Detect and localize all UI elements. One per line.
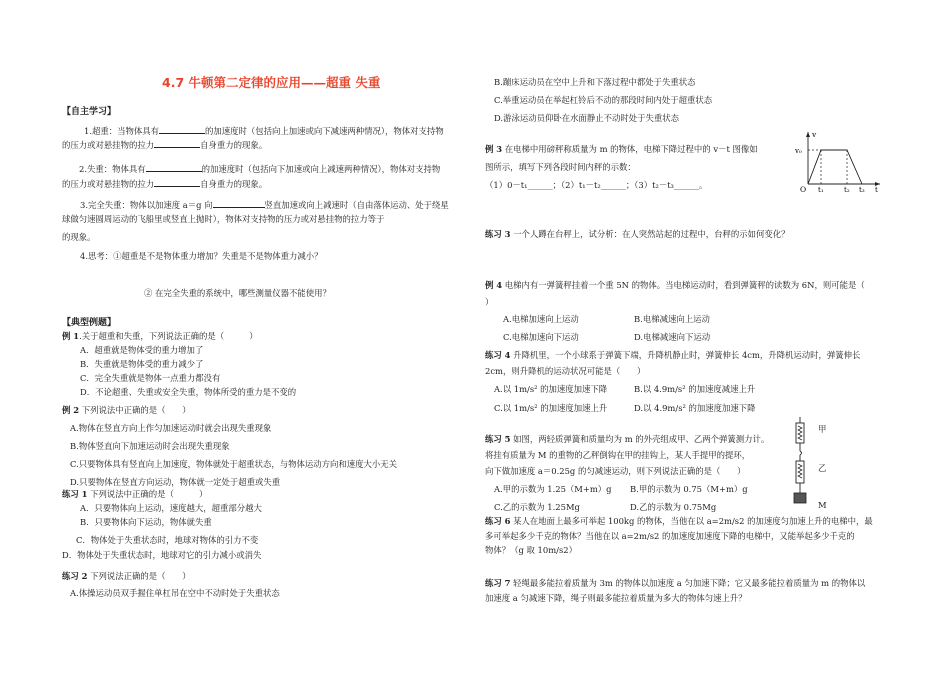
self-study-p3-line1: 3.完全失重：物体以加速度 a＝g 向 竖直加速或向上减速时（自由落体运动、处于绕星 xyxy=(80,200,449,210)
spring-scales-figure xyxy=(788,415,838,515)
graph-label-t3: t₃ xyxy=(859,186,865,194)
example-4-option-c[interactable]: C.电梯加速向下运动 xyxy=(503,332,579,342)
self-study-p3-line2: 球做匀速圆周运动的飞船里或竖直上抛时），物体对支持物的压力或对悬挂物的拉力等于 xyxy=(62,214,385,224)
self-study-p4: 4.思考：①超重是不是物体重力增加？失重是不是物体重力减小？ xyxy=(80,251,323,261)
blank-1[interactable] xyxy=(159,125,205,134)
practice-5-option-a[interactable]: A.甲的示数为 1.25（M+m）g xyxy=(494,484,612,494)
scale-yi-spring xyxy=(798,464,802,478)
practice-7-line2: 加速度 a 匀减速下降，绳子则最多能拉着质量为多大的物体匀速上升？ xyxy=(485,593,747,603)
example-4-option-b[interactable]: B.电梯减速向上运动 xyxy=(634,314,710,324)
examples-heading: 【典型例题】 xyxy=(62,318,117,328)
figure-label-jia: 甲 xyxy=(818,424,827,434)
practice-4-option-d[interactable]: D.以 4.9m/s² 的加速度加速下降 xyxy=(634,403,756,413)
practice-5-line3: 向下做加速度 a＝0.25g 的匀减速运动，则下列说法正确的是（ ） xyxy=(485,466,746,476)
practice-2-option-b[interactable]: B.蹦床运动员在空中上升和下落过程中都处于失重状态 xyxy=(494,77,696,87)
example-1-option-d[interactable]: D．不论超重、失重或安全失重，物体所受的重力是不变的 xyxy=(80,387,297,397)
self-study-heading: 【自主学习】 xyxy=(62,107,117,117)
practice-1-option-a[interactable]: A．只要物体向上运动，速度越大，超重部分越大 xyxy=(80,503,262,513)
example-4-option-d[interactable]: D.电梯减速向下运动 xyxy=(634,332,711,342)
example-1-option-a[interactable]: A．超重就是物体受的重力增加了 xyxy=(80,345,204,355)
blank-3[interactable] xyxy=(146,163,202,172)
velocity-curve xyxy=(808,150,862,184)
example-4-line1: 例 4 电梯内有一弹簧秤挂着一个重 5N 的物体。当电梯运动时，看到弹簧秤的读数为 6N，则可能是（ xyxy=(485,280,865,290)
weight-block xyxy=(794,493,806,503)
scale-yi-case xyxy=(796,461,804,483)
self-study-p2-line1: 2.失重：物体具有 的加速度时（包括向下加速或向上减速两种情况），物体对支持物 xyxy=(79,164,441,174)
example-2-option-d[interactable]: D.只要物体在竖直方向运动，物体就一定处于超重或失重 xyxy=(70,477,281,487)
graph-label-t1: t₁ xyxy=(818,186,824,194)
graph-label-v: v xyxy=(812,130,817,139)
practice-5-option-d[interactable]: D.乙的示数为 0.75Mg xyxy=(630,502,717,512)
practice-6-line1: 练习 6 某人在地面上最多可举起 100kg 的物体，当他在以 a=2m/s2 的加速度匀加速上升的电梯中，最 xyxy=(485,516,873,526)
graph-label-t: t xyxy=(875,186,878,194)
practice-2-option-d[interactable]: D.游泳运动员仰卧在水面静止不动时处于失重状态 xyxy=(494,113,679,123)
practice-6-line3: 物体？（g 取 10m/s2） xyxy=(485,545,577,555)
scale-jia-spring xyxy=(798,426,802,440)
practice-4-line2: 2cm，则升降机的运动状况可能是（ ） xyxy=(485,366,646,376)
practice-4-line1: 练习 4 升降机里，一个小球系于弹簧下端，升降机静止时，弹簧伸长 4cm，升降机运动时，弹簧伸长 xyxy=(485,350,861,360)
practice-2-question: 练习 2 下列说法正确的是（ ） xyxy=(62,571,191,581)
practice-2-option-a[interactable]: A.体操运动员双手握住单杠吊在空中不动时处于失重状态 xyxy=(70,588,280,598)
figure-label-m: M xyxy=(818,500,827,510)
v-axis-arrow-icon xyxy=(806,132,810,137)
blank-5[interactable] xyxy=(213,199,265,208)
practice-4-option-a[interactable]: A.以 1m/s² 的加速度加速下降 xyxy=(494,384,608,394)
example-4-option-a[interactable]: A.电梯加速向上运动 xyxy=(503,314,579,324)
blank-4[interactable] xyxy=(154,178,200,187)
graph-label-t2: t₂ xyxy=(844,186,850,194)
practice-5-option-b[interactable]: B.甲的示数为 0.75（M+m）g xyxy=(630,484,748,494)
page-title: 4.7 牛顿第二定律的应用——超重 失重 xyxy=(162,75,381,90)
self-study-p2-line2: 的压力或对悬挂物的拉力 自身重力的现象。 xyxy=(62,179,268,189)
example-4-line2: ） xyxy=(485,297,494,307)
example-3-line2: 图所示，填写下列各段时间内秤的示数： xyxy=(485,162,636,172)
example-2-question: 例 2 下列说法中正确的是（ ） xyxy=(62,405,191,415)
example-1-option-c[interactable]: C．完全失重就是物体一点重力都没有 xyxy=(80,373,221,383)
practice-2-option-c[interactable]: C.举重运动员在举起杠铃后不动的那段时间内处于超重状态 xyxy=(494,95,713,105)
hook-icon xyxy=(800,451,802,455)
self-study-p1-line1: 1.超重：当物体具有 的加速度时（包括向上加速或向下减速两种情况），物体对支持物 xyxy=(84,126,444,136)
practice-6-line2: 多可举起多少千克的物体？当他在以 a=2m/s2 的加速度加速度下降的电梯中，又能举起多少千克的 xyxy=(485,531,855,541)
example-1-question: 例 1.关于超重和失重，下列说法正确的是（ ） xyxy=(62,331,258,341)
practice-5-line2: 将挂有质量为 M 的重物的乙秤倒钩在甲的挂钩上，某人手提甲的提环， xyxy=(485,450,751,460)
practice-1-question: 练习 1 下列说法中正确的是（ ） xyxy=(62,489,208,499)
practice-1-option-b[interactable]: B．只要物体向下运动，物体就失重 xyxy=(80,517,212,527)
self-study-p5: ② 在完全失重的系统中，哪些测量仪器不能使用？ xyxy=(144,288,331,298)
blank-2[interactable] xyxy=(154,139,200,148)
example-3-line3: （1）0－t₁______；（2）t₁－t₂______；（3）t₂－t₃______。 xyxy=(485,180,708,190)
example-2-option-c[interactable]: C.只要物体具有竖直向上加速度，物体就处于超重状态，与物体运动方向和速度大小无关 xyxy=(70,459,398,469)
graph-label-o: O xyxy=(800,185,807,194)
practice-1-option-c[interactable]: C．物体处于失重状态时，地球对物体的引力不变 xyxy=(76,535,259,545)
practice-3-question: 练习 3 一个人蹲在台秤上，试分析：在人突然站起的过程中，台秤的示如何变化？ xyxy=(485,229,790,239)
practice-4-option-b[interactable]: B.以 4.9m/s² 的加速度减速上升 xyxy=(634,384,756,394)
self-study-p3-line3: 的现象。 xyxy=(62,232,96,242)
practice-5-option-c[interactable]: C.乙的示数为 1.25Mg xyxy=(494,502,580,512)
practice-7-line1: 练习 7 轻绳最多能拉着质量为 3m 的物体以加速度 a 匀加速下降；它又最多能拉着质量为 m 的物体以 xyxy=(485,578,866,588)
figure-label-yi: 乙 xyxy=(818,463,827,473)
example-2-option-b[interactable]: B.物体竖直向下加速运动时会出现失重现象 xyxy=(70,441,230,451)
practice-4-option-c[interactable]: C.以 1m/s² 的加速度加速上升 xyxy=(494,403,608,413)
practice-5-line1: 练习 5 如图，两轻质弹簧和质量均为 m 的外壳组成甲、乙两个弹簧测力计。 xyxy=(485,434,770,444)
self-study-p1-line2: 的压力或对悬挂物的拉力 自身重力的现象。 xyxy=(62,140,268,150)
practice-1-option-d[interactable]: D．物体处于失重状态时，地球对它的引力减小或消失 xyxy=(62,550,262,560)
example-3-line1: 例 3 在电梯中用磅秤称质量为 m 的物体，电梯下降过程中的 v－t 图像如 xyxy=(485,144,758,154)
vt-graph xyxy=(790,128,885,194)
graph-label-v0: v₀ xyxy=(795,147,802,155)
example-2-option-a[interactable]: A.物体在竖直方向上作匀加速运动时就会出现失重现象 xyxy=(70,423,272,433)
example-1-option-b[interactable]: B．失重就是物体受的重力减少了 xyxy=(80,359,204,369)
